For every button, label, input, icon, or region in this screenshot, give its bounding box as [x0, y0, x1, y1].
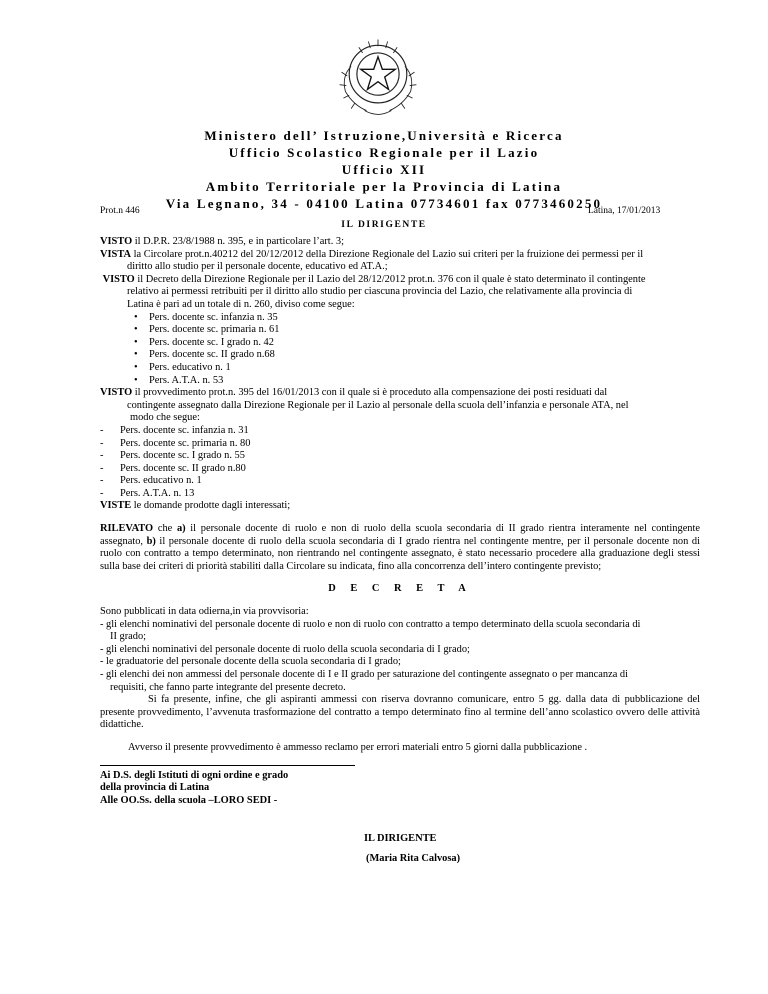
list-item: - Pers. educativo n. 1 — [100, 475, 202, 487]
decree-line-4: - gli elenchi dei non ammessi del personale docente di I e II grado per saturazione del contingente assegnato o per mancanza di — [100, 669, 628, 680]
vista-circolare: VISTA la Circolare prot.n.40212 del 20/12/2012 della Direzione Regionale del Lazio sui criteri per la fruizione dei permessi per il — [100, 248, 644, 260]
list-item: - Pers. docente sc. II grado n.80 — [100, 462, 246, 474]
compensation-list — [100, 425, 700, 501]
document-body — [100, 236, 700, 807]
visto-dpr: VISTO il D.P.R. 23/8/1988 n. 395, e in particolare l’art. 3; — [100, 236, 344, 247]
header-ministry: Ministero dell’ Istruzione,Università e Ricerca — [204, 128, 564, 143]
divider-line — [100, 765, 355, 766]
header-territory: Ambito Territoriale per la Provincia di Latina — [205, 179, 563, 194]
signature-title: IL DIRIGENTE — [364, 833, 437, 844]
dirigente-heading: IL DIRIGENTE — [341, 220, 427, 230]
list-item: • Pers. educativo n. 1 — [134, 361, 231, 373]
recipient-line: della provincia di Latina — [100, 782, 210, 794]
list-item: - Pers. docente sc. I grado n. 55 — [100, 450, 245, 462]
header-office-regional: Ufficio Scolastico Regionale per il Lazio — [228, 145, 540, 160]
visto-provvedimento: VISTO il provvedimento prot.n. 395 del 16/01/2013 con il quale si è proceduto alla compensazione dei posti residuati dal — [100, 387, 608, 399]
decree-riserva: Si fa presente, infine, che gli aspiranti ammessi con riserva dovranno comunicare, entro 5 gg. dalla data di pubblicazione del presente provvedimento, l’avvenuta trasformazione del contratto a tempo determinato fino al termine dell’anno scolastico ovvero delle attività didattiche. — [100, 694, 700, 731]
visto-provvedimento-cont1: contingente assegnato dalla Direzione Regionale per il Lazio al personale della scuola dell’infanzia e personale ATA, nel — [127, 399, 629, 411]
decree-line-1: - gli elenchi nominativi del personale docente di ruolo e non di ruolo con contratto a tempo determinato della scuola secondaria di — [100, 618, 641, 630]
list-item: - Pers. docente sc. infanzia n. 31 — [100, 424, 249, 436]
signature-name: (Maria Rita Calvosa) — [366, 853, 461, 864]
decree-line-2: - gli elenchi nominativi del personale docente di ruolo della scuola secondaria di I grado; — [100, 643, 470, 655]
header-address: Via Legnano, 34 - 04100 Latina 07734601 fax 0773460250 — [165, 196, 603, 211]
recipient-line: Ai D.S. degli Istituti di ogni ordine e grado — [100, 769, 289, 781]
place-date: Latina, 17/01/2013 — [588, 206, 661, 216]
decree-line-3: - le graduatorie del personale docente della scuola secondaria di I grado; — [100, 656, 401, 668]
vista-circolare-cont: diritto allo studio per il personale docente, educativo ed AT.A.; — [127, 261, 388, 273]
protocol-number: Prot.n 446 — [100, 206, 140, 216]
italian-republic-emblem-icon — [330, 28, 426, 124]
list-item: • Pers. docente sc. infanzia n. 35 — [134, 311, 278, 323]
viste-domande: VISTE le domande prodotte dagli interessati; — [100, 500, 291, 512]
decree-reclamo: Avverso il presente provvedimento è ammesso reclamo per errori materiali entro 5 giorni dalla pubblicazione . — [128, 741, 588, 753]
visto-decreto-cont2: Latina è pari ad un totale di n. 260, diviso come segue: — [127, 298, 355, 310]
decree-line-1-cont: II grado; — [110, 631, 147, 643]
header-office-number: Ufficio XII — [341, 162, 427, 177]
list-item: • Pers. docente sc. II grado n.68 — [134, 349, 275, 361]
list-item: - Pers. docente sc. primaria n. 80 — [100, 437, 251, 449]
visto-decreto: VISTO il Decreto della Direzione Regionale per il Lazio del 28/12/2012 prot.n. 376 con il quale è stato determinato il contingente — [102, 273, 646, 285]
decree-line-4-cont: requisiti, che fanno parte integrante del presente decreto. — [110, 681, 346, 693]
decree-intro: Sono pubblicati in data odierna,in via provvisoria: — [100, 606, 309, 618]
list-item: • Pers. docente sc. primaria n. 61 — [134, 324, 280, 336]
rilevato-paragraph: RILEVATO che a) il personale docente di ruolo e non di ruolo della scuola secondaria di II grado rientra interamente nel contingente assegnato, b) il personale docente di ruolo della scuola secondaria di I grado rientra nel contingente mentre, per il personale docente non di ruolo con contratto a tempo determinato, non rientrando nel contingente assegnato, è stato necessario procedere alla graduazione degli stessi sulla base dei criteri di priorità stabiliti dalla Circolare su indicata, fino alla concorrenza dell’intero contingente previsto; — [100, 523, 700, 572]
list-item: • Pers. docente sc. I grado n. 42 — [134, 336, 274, 348]
list-item: - Pers. A.T.A. n. 13 — [100, 487, 195, 499]
decreta-heading: D E C R E T A — [328, 583, 472, 595]
recipient-line: Alle OO.Ss. della scuola –LORO SEDI - — [100, 794, 278, 806]
contingent-list — [100, 312, 700, 388]
list-item: • Pers. A.T.A. n. 53 — [134, 374, 224, 386]
visto-decreto-cont1: relativo ai permessi retribuiti per il diritto allo studio per ciascuna provincia del Lazio, che relativamente alla provincia di — [127, 286, 633, 298]
visto-provvedimento-cont2: modo che segue: — [130, 412, 200, 424]
